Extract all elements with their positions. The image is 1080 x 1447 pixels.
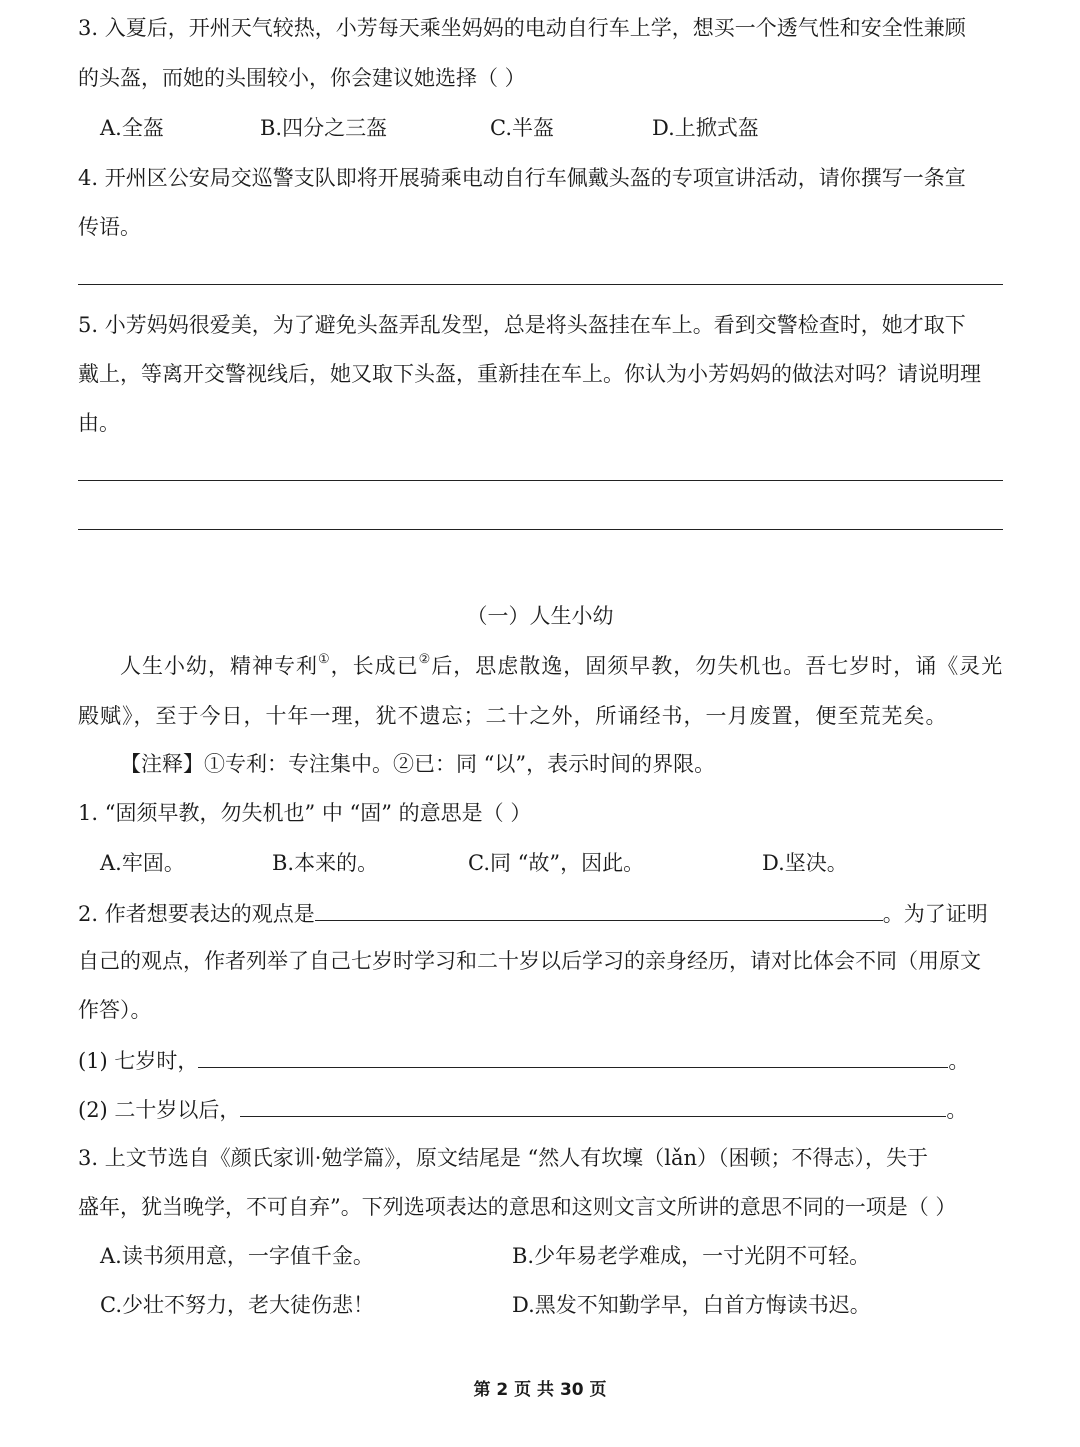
passage-line-2: 殿赋》，至于今日，十年一理，犹不遗忘；二十之外，所诵经书，一月废置，便至荒芜矣。 xyxy=(78,704,948,728)
question-4-line-1: 4. 开州区公安局交巡警支队即将开展骑乘电动自行车佩戴头盔的专项宣讲活动，请你撰写一条宣 xyxy=(78,166,966,190)
passage-line-1 xyxy=(120,654,1003,679)
question-3-line-1: 3. 入夏后，开州天气较热，小芳每天乘坐妈妈的电动自行车上学，想买一个透气性和安全性兼顾 xyxy=(78,16,966,40)
answer-line-q5-1[interactable] xyxy=(78,480,1003,481)
b1-option-d: D.坚决。 xyxy=(762,851,848,875)
sub-2-end: 。 xyxy=(946,1098,968,1122)
answer-blank-age-20[interactable] xyxy=(240,1096,946,1117)
option-b: B.四分之三盔 xyxy=(260,116,388,140)
answer-blank-viewpoint[interactable] xyxy=(315,900,883,921)
b3-option-a: A.读书须用意，一字值千金。 xyxy=(100,1244,374,1268)
b3-option-d: D.黑发不知勤学早，白首方悔读书迟。 xyxy=(512,1293,871,1317)
answer-line-q4[interactable] xyxy=(78,284,1003,285)
b3-option-b: B.少年易老学难成，一寸光阴不可轻。 xyxy=(512,1244,871,1268)
b-question-2-sub-1 xyxy=(78,1047,969,1074)
question-5-line-2: 戴上，等离开交警视线后，她又取下头盔，重新挂在车上。你认为小芳妈妈的做法对吗？请说明理 xyxy=(78,362,981,386)
option-c: C.半盔 xyxy=(490,116,554,140)
b-question-3-line-1: 3. 上文节选自《颜氏家训·勉学篇》，原文结尾是 “然人有坎壈（lǎn）（困顿；不得志），失于 xyxy=(78,1146,929,1170)
b-question-1-stem: 1. “固须早教，勿失机也” 中 “固” 的意思是（ ） xyxy=(78,801,532,825)
passage-text-1b: ，长成已 xyxy=(330,654,419,678)
sub-1-end: 。 xyxy=(948,1049,970,1073)
b1-option-b: B.本来的。 xyxy=(272,851,379,875)
page-number: 第 2 页 共 30 页 xyxy=(473,1380,607,1400)
question-5-line-1: 5. 小芳妈妈很爱美，为了避免头盔弄乱发型，总是将头盔挂在车上。看到交警检查时，她才取下 xyxy=(78,313,966,337)
b-question-2-suffix: 。为了证明 xyxy=(882,902,988,926)
question-5-line-3: 由。 xyxy=(78,411,120,435)
option-d: D.上掀式盔 xyxy=(652,116,759,140)
footnote-mark-2: ② xyxy=(418,652,432,667)
b-question-2-line-3: 作答）。 xyxy=(78,998,152,1022)
passage-text-1a: 人生小幼，精神专利 xyxy=(120,654,318,678)
b-question-2-line-1 xyxy=(78,900,988,927)
option-a: A.全盔 xyxy=(100,116,164,140)
b3-option-c: C.少壮不努力，老大徒伤悲！ xyxy=(100,1293,374,1317)
b1-option-c: C.同 “故”，因此。 xyxy=(468,851,645,875)
answer-line-q5-2[interactable] xyxy=(78,529,1003,530)
passage-notes: 【注释】①专利：专注集中。②已：同 “以”，表示时间的界限。 xyxy=(120,752,716,776)
question-3-line-2: 的头盔，而她的头围较小，你会建议她选择（ ） xyxy=(78,66,526,90)
answer-blank-age-7[interactable] xyxy=(198,1047,948,1068)
passage-text-1c: 后，思虑散逸，固须早教，勿失机也。吾七岁时，诵《灵光 xyxy=(431,654,1004,678)
footnote-mark-1: ① xyxy=(318,652,331,667)
b-question-3-line-2: 盛年，犹当晚学，不可自弃”。下列选项表达的意思和这则文言文所讲的意思不同的一项是（ ） xyxy=(78,1195,957,1219)
sub-1-label: (1) 七岁时， xyxy=(78,1049,199,1073)
b1-option-a: A.牢固。 xyxy=(100,851,185,875)
b-question-2-sub-2 xyxy=(78,1096,967,1123)
section-title: （一）人生小幼 xyxy=(466,604,614,628)
sub-2-label: (2) 二十岁以后， xyxy=(78,1098,241,1122)
question-4-line-2: 传语。 xyxy=(78,215,141,239)
b-question-2-line-2: 自己的观点，作者列举了自己七岁时学习和二十岁以后学习的亲身经历，请对比体会不同（用原文 xyxy=(78,949,981,973)
b-question-2-prefix: 2. 作者想要表达的观点是 xyxy=(78,902,315,926)
